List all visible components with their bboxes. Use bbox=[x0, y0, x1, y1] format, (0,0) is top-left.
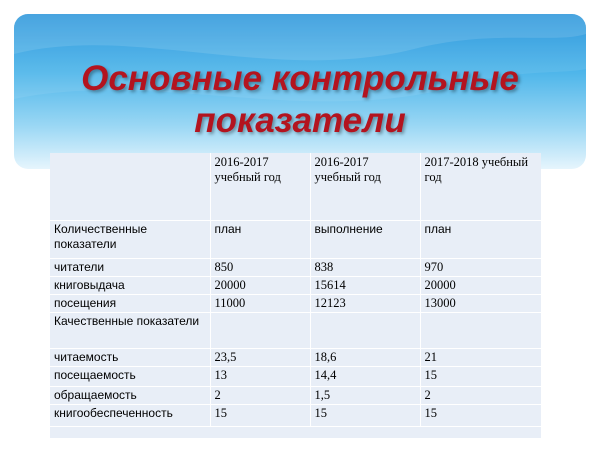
table-cell: 970 bbox=[420, 259, 541, 277]
table-row bbox=[50, 295, 541, 313]
page-title bbox=[0, 58, 600, 142]
table-cell: план bbox=[420, 221, 541, 259]
title-line-1: Основные контрольные bbox=[81, 59, 519, 98]
indicators-table bbox=[50, 153, 541, 438]
header-cell: 2016-2017 учебный год bbox=[210, 153, 310, 221]
title-line-2: показатели bbox=[194, 101, 406, 140]
table-cell: 15 bbox=[420, 405, 541, 427]
header-cell bbox=[50, 153, 210, 221]
table-cell bbox=[210, 313, 310, 349]
header-cell: 2017-2018 учебный год bbox=[420, 153, 541, 221]
table-row bbox=[50, 405, 541, 427]
table-cell: читаемость bbox=[50, 349, 210, 367]
table-cell: план bbox=[210, 221, 310, 259]
table-cell: 20000 bbox=[420, 277, 541, 295]
table-cell: 2 bbox=[420, 387, 541, 405]
table-cell: 20000 bbox=[210, 277, 310, 295]
table-cell: 18,6 bbox=[310, 349, 420, 367]
table-cell: 850 bbox=[210, 259, 310, 277]
table-cell: книговыдача bbox=[50, 277, 210, 295]
table-row bbox=[50, 313, 541, 349]
table-row bbox=[50, 387, 541, 405]
table-cell bbox=[420, 313, 541, 349]
table-row bbox=[50, 349, 541, 367]
table-cell: 13000 bbox=[420, 295, 541, 313]
table-cell bbox=[310, 313, 420, 349]
table-cell: 15 bbox=[420, 367, 541, 387]
table-cell: посещения bbox=[50, 295, 210, 313]
table-cell: 14,4 bbox=[310, 367, 420, 387]
table-cell: 15614 bbox=[310, 277, 420, 295]
table-cell: посещаемость bbox=[50, 367, 210, 387]
table-cell: 12123 bbox=[310, 295, 420, 313]
table-cell: 15 bbox=[210, 405, 310, 427]
table-row bbox=[50, 221, 541, 259]
table-row bbox=[50, 277, 541, 295]
table-cell: обращаемость bbox=[50, 387, 210, 405]
table-cell: 15 bbox=[310, 405, 420, 427]
header-cell: 2016-2017 учебный год bbox=[310, 153, 420, 221]
table-cell: Количественные показатели bbox=[50, 221, 210, 259]
table-row bbox=[50, 259, 541, 277]
table-cell: Качественные показатели bbox=[50, 313, 210, 349]
table-cell: 11000 bbox=[210, 295, 310, 313]
table-cell: 1,5 bbox=[310, 387, 420, 405]
table-cell: книгообеспеченность bbox=[50, 405, 210, 427]
table-cell: 21 bbox=[420, 349, 541, 367]
table-cell: читатели bbox=[50, 259, 210, 277]
table-row bbox=[50, 367, 541, 387]
table-cell: выполнение bbox=[310, 221, 420, 259]
table-header-row bbox=[50, 153, 541, 221]
table-cell: 13 bbox=[210, 367, 310, 387]
table-cell: 838 bbox=[310, 259, 420, 277]
table-cell: 23,5 bbox=[210, 349, 310, 367]
table-cell: 2 bbox=[210, 387, 310, 405]
